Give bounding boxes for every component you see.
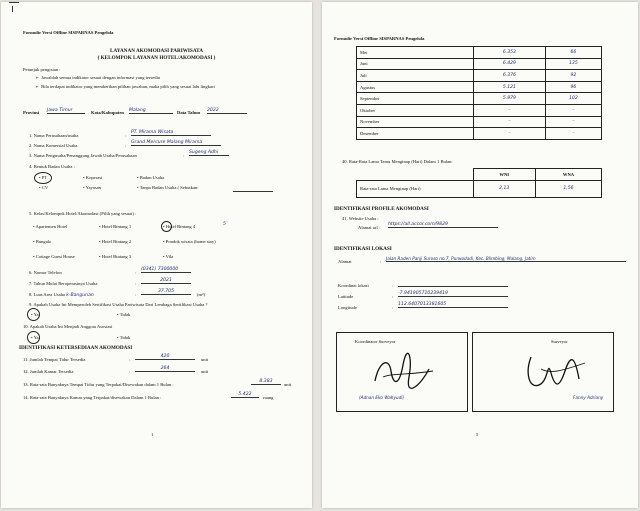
q4-opt-yayasan[interactable]: • Yayasan (83, 185, 101, 190)
q5-opt-bintang4-label: Hotel Bintang 4 (165, 224, 196, 229)
q8-label (29, 292, 94, 298)
section-ketersediaan: IDENTIFIKASI KETERSEDIAAN AKOMODASI (19, 345, 133, 351)
page-number: 1 (151, 432, 154, 437)
surveyor-signature (521, 349, 601, 393)
q5-handwritten-mark: 5 (223, 222, 226, 227)
q4-opt-koperasi-label: Koperasi (85, 175, 103, 180)
q6-label: 6. Nomor Telefon (29, 270, 62, 275)
form-page-1 (1, 2, 312, 508)
q13-label: 13. Rata-rata Banyaknya Tempat Tidur yang Terpakai/Disewakan dalam 1 Bulan : (23, 382, 174, 387)
q10-opt-tidak[interactable]: • Tidak (117, 335, 131, 340)
sig-coordinator-label: Koordinator Surveyor (355, 339, 396, 344)
section-lokasi: IDENTIFIKASI LOKASI (334, 246, 392, 252)
q10-opt-ya[interactable]: • Ya (31, 335, 39, 340)
q5-opt-apartemen[interactable]: • Apartemen Hotel (33, 224, 68, 229)
q5-opt-apartemen-label: Apartemen Hotel (35, 224, 68, 229)
month-wni-value[interactable]: 5.121 (474, 81, 546, 93)
q7-label: 7. Tahun Mulai Beroperasinya Usaha (29, 281, 98, 286)
month-name: Desember (357, 128, 474, 140)
q5-opt-vila-label: Vila (165, 254, 174, 259)
q7-colon: : (135, 281, 137, 286)
avg-stay-header-blank (357, 169, 474, 181)
q12-value[interactable]: 264 (135, 366, 195, 372)
koordinat-colon: : (392, 283, 394, 288)
month-row (357, 128, 602, 140)
q14-value[interactable]: 5.422 (231, 392, 259, 398)
form-title: LAYANAN AKOMODASI PARIWISATA (110, 48, 203, 54)
q8-unit: (m²) (197, 292, 206, 297)
q8-colon: : (135, 292, 137, 297)
q9-opt-ya-label: Ya (33, 312, 39, 317)
q3-colon: : (183, 153, 185, 158)
q5-opt-bungalo[interactable]: • Bungalo (33, 239, 52, 244)
month-wni-value[interactable]: – (474, 128, 546, 140)
q5-opt-cottage-label: Cottage Guest House (35, 254, 75, 259)
month-wna-value[interactable]: – (545, 116, 601, 128)
q5-opt-bintang3-label: Hotel Bintang 3 (101, 254, 132, 259)
alamat-colon: : (380, 259, 382, 264)
alamat-value[interactable]: Jalan Raden Panji Suroso no.7, Purwodadi, Kec. Blimbing, Malang, Jatim (386, 256, 626, 262)
signature-box-surveyor (472, 332, 614, 412)
q10-opt-ya-label: Ya (33, 335, 39, 340)
q14-unit: ruang (263, 395, 274, 400)
month-row (357, 58, 602, 70)
sig-coordinator-name: (Adnan Eko Wahyudi) (359, 395, 405, 400)
q5-opt-bintang4[interactable]: • Hotel Bintang 4 (163, 224, 196, 229)
q4-opt-yayasan-label: Yayasan (85, 185, 101, 190)
q5-opt-bungalo-label: Bungalo (35, 239, 52, 244)
q2-label: 2. Nama Komersial Usaha (29, 143, 78, 148)
month-row (357, 81, 602, 93)
q4-label: 4. Bentuk Badan Usaha : (29, 164, 75, 169)
q13-value[interactable]: 8.383 (251, 379, 281, 385)
page-header: Formulir Versi Offline SISPARNAS Pengelola (334, 36, 425, 41)
page-number: 5 (476, 432, 479, 437)
avg-stay-wni-value[interactable]: 2,13 (473, 180, 535, 197)
q8-label-text: 8. Luas Area Usaha (29, 292, 65, 297)
page-header: Formulir Versi Offline SISPARNAS Pengelola (23, 30, 114, 35)
longitude-colon: : (392, 305, 394, 310)
q6-value[interactable]: (0341) 7300000 (141, 267, 191, 273)
q5-opt-pondok-label: Pondok wisata (home stay) (165, 239, 216, 244)
q9-label: 9. Apakah Usaha Ini Memperoleh Sertifikasi Usaha Pariwisata Dari Lembaga Sertifikasi Usaha ? (29, 302, 208, 307)
longitude-value[interactable]: 112.6407013381605 (398, 302, 508, 308)
month-name: Mei (357, 47, 474, 59)
month-row (357, 104, 602, 116)
month-name: Juli (357, 70, 474, 82)
month-wna-value[interactable]: 96 (545, 81, 601, 93)
tahun-value[interactable]: 2022 (207, 108, 247, 114)
q10-opt-tidak-label: Tidak (119, 335, 131, 340)
month-name: November (357, 116, 474, 128)
q13-unit: unit (284, 382, 292, 387)
month-row (357, 47, 602, 59)
q11-unit: unit (201, 357, 209, 362)
corner-mark-stem (12, 6, 13, 12)
q4-opt-tanpa-label: Tanpa Badan Usaha ( Sebutkan: (139, 185, 199, 190)
q41-label: 41. Website Usaha : (342, 216, 379, 221)
q9-opt-ya[interactable]: • Ya (31, 312, 39, 317)
month-row (357, 116, 602, 128)
q7-value[interactable]: 2021 (141, 278, 191, 284)
avg-stay-row-label: Rata-rata Lama Menginap (Hari) (357, 180, 474, 197)
avg-stay-col-wna: WNA (535, 169, 601, 181)
q4-opt-pt-label: PT (41, 175, 48, 180)
month-wna-value[interactable]: – (545, 128, 601, 140)
q5-opt-vila[interactable]: • Vila (163, 254, 174, 259)
alamat-label: Alamat (338, 259, 352, 264)
month-wna-value[interactable]: 66 (545, 47, 601, 59)
q4-other-field[interactable] (233, 191, 273, 192)
section-profile: IDENTIFIKASI PROFILE AKOMODASI (334, 206, 429, 212)
month-name: Oktober (357, 104, 474, 116)
q5-opt-pondok[interactable]: • Pondok wisata (home stay) (163, 239, 216, 244)
q10-label: 10. Apakah Usaha Ini Menjadi Anggota Asosiasi (23, 324, 113, 329)
monthly-guests-table-body (357, 47, 602, 140)
latitude-value[interactable]: -7.941905710239419 (398, 291, 508, 297)
month-wna-value[interactable]: 102 (545, 93, 601, 105)
q9-opt-tidak[interactable]: • Tidak (117, 312, 131, 317)
q2-value[interactable]: Grand Mercure Malang Mirama (131, 140, 221, 146)
month-wna-value[interactable]: – (545, 104, 601, 116)
q4-opt-badan-usaha-label: Badan Usaha (139, 175, 165, 180)
latitude-label: Latitude (338, 294, 354, 299)
longitude-label: Longitude (338, 305, 357, 310)
q5-opt-cottage[interactable]: • Cottage Guest House (33, 254, 75, 259)
q12-colon: : (129, 369, 131, 374)
q12-label: 12. Jumlah Kamar Tersedia (23, 369, 74, 374)
q5-opt-bintang1-label: Hotel Bintang 1 (101, 224, 132, 229)
q11-colon: : (129, 357, 131, 362)
q3-value[interactable]: Sugeng Adhi (189, 150, 229, 156)
instruction-1: ➢ Jawablah semua indikator sesuai dengan informasi yang tersedia (35, 75, 160, 80)
month-wni-value[interactable]: – (474, 104, 546, 116)
q4-opt-tanpa[interactable]: • Tanpa Badan Usaha ( Sebutkan: (137, 185, 199, 190)
instruction-2: ➢ Bila terdapat indikator yang memberikan pilihan jawaban, maka pilih yang sesuai lalu lingkari (35, 84, 215, 89)
sig-surveyor-label: Surveyor (551, 339, 568, 344)
q12-unit: unit (201, 369, 209, 374)
month-name: Agustus (357, 81, 474, 93)
avg-stay-col-wni: WNI (473, 169, 535, 181)
q4-opt-koperasi[interactable]: • Koperasi (83, 175, 103, 180)
koordinat-value[interactable] (398, 280, 508, 287)
month-wna-value[interactable]: 135 (545, 58, 601, 70)
q11-value[interactable]: 420 (135, 354, 195, 360)
provinsi-value[interactable]: Jawa Timur (47, 108, 85, 114)
tahun-label: Data Tahun (177, 110, 201, 115)
q1-colon: : (125, 133, 127, 138)
q5-opt-bintang3[interactable]: • Hotel Bintang 3 (99, 254, 132, 259)
kota-value[interactable]: Malang (129, 108, 173, 114)
coordinator-signature (369, 351, 439, 391)
provinsi-label: Provinsi (23, 110, 40, 115)
instructions-label: Petunjuk pengisian : (23, 67, 61, 72)
q1-value[interactable]: PT. Mirama Wisata (131, 130, 211, 136)
q14-label: 14. Rata-rata Banyaknya Kamar yang Terpakai/disewakan Dalam 1 Bulan : (23, 395, 162, 400)
q41-sub: Alamat url : (358, 225, 381, 230)
q5-opt-bintang2-label: Hotel Bintang 2 (101, 239, 132, 244)
q4-opt-cv-label: CV (41, 185, 49, 190)
form-page-5 (322, 2, 638, 508)
month-wni-value[interactable]: 6.353 (474, 47, 546, 59)
q4-opt-cv[interactable]: • CV (39, 185, 49, 190)
q1-label: 1. Nama Perusahaan/usaha (29, 133, 79, 138)
month-row (357, 70, 602, 82)
q8-value[interactable]: 37.705 (141, 289, 191, 295)
q2-colon: : (125, 143, 127, 148)
month-row (357, 93, 602, 105)
form-subtitle: ( KELOMPOK LAYANAN HOTEL/AKOMODASI ) (97, 55, 216, 61)
q40-label: 40. Rata-Rata Lama Tamu Menginap (Hari) Dalam 1 Bulan: (342, 159, 453, 164)
q3-label: 3. Nama Pengusaha/Penanggung Jawab Usaha/Perusahaan (29, 153, 137, 158)
monthly-guests-table (356, 46, 602, 140)
q4-opt-badan-usaha[interactable]: • Badan Usaha (137, 175, 165, 180)
website-url-value[interactable]: https://all.accor.com/9829 (388, 222, 498, 228)
instruction-2-text: Bila terdapat indikator yang memberikan pilihan jawaban, maka pilih yang sesuai lalu lingkari (41, 84, 215, 89)
q8-sub: k-Bangunan (66, 293, 94, 298)
month-name: September (357, 93, 474, 105)
kota-label: Kota/Kabupaten (91, 110, 124, 115)
avg-stay-table (356, 168, 602, 198)
q5-label: 5. Kelas/Kelompok Hotel/Akomodasi (Pilih yang sesuai) : (29, 211, 137, 216)
month-wni-value[interactable]: 6.376 (474, 70, 546, 82)
signature-box-coordinator (336, 332, 468, 412)
month-wni-value[interactable]: – (474, 116, 546, 128)
koordinat-label: Koordinat lokasi (338, 283, 369, 288)
month-wni-value[interactable]: 5.979 (474, 93, 546, 105)
q4-opt-pt[interactable]: • PT (39, 175, 48, 180)
avg-stay-wna-value[interactable]: 1,56 (535, 180, 601, 197)
q6-colon: : (135, 270, 137, 275)
instruction-1-text: Jawablah semua indikator sesuai dengan informasi yang tersedia (41, 75, 160, 80)
q9-opt-tidak-label: Tidak (119, 312, 131, 317)
month-name: Juni (357, 58, 474, 70)
sig-surveyor-name: Fanny Adriany (573, 395, 604, 400)
month-wna-value[interactable]: 92 (545, 70, 601, 82)
q5-opt-bintang2[interactable]: • Hotel Bintang 2 (99, 239, 132, 244)
latitude-colon: : (392, 294, 394, 299)
month-wni-value[interactable]: 6.429 (474, 58, 546, 70)
q11-label: 11. Jumlah Tempat Tidur Tersedia (23, 357, 86, 362)
corner-mark (9, 2, 19, 3)
q5-opt-bintang1[interactable]: • Hotel Bintang 1 (99, 224, 132, 229)
